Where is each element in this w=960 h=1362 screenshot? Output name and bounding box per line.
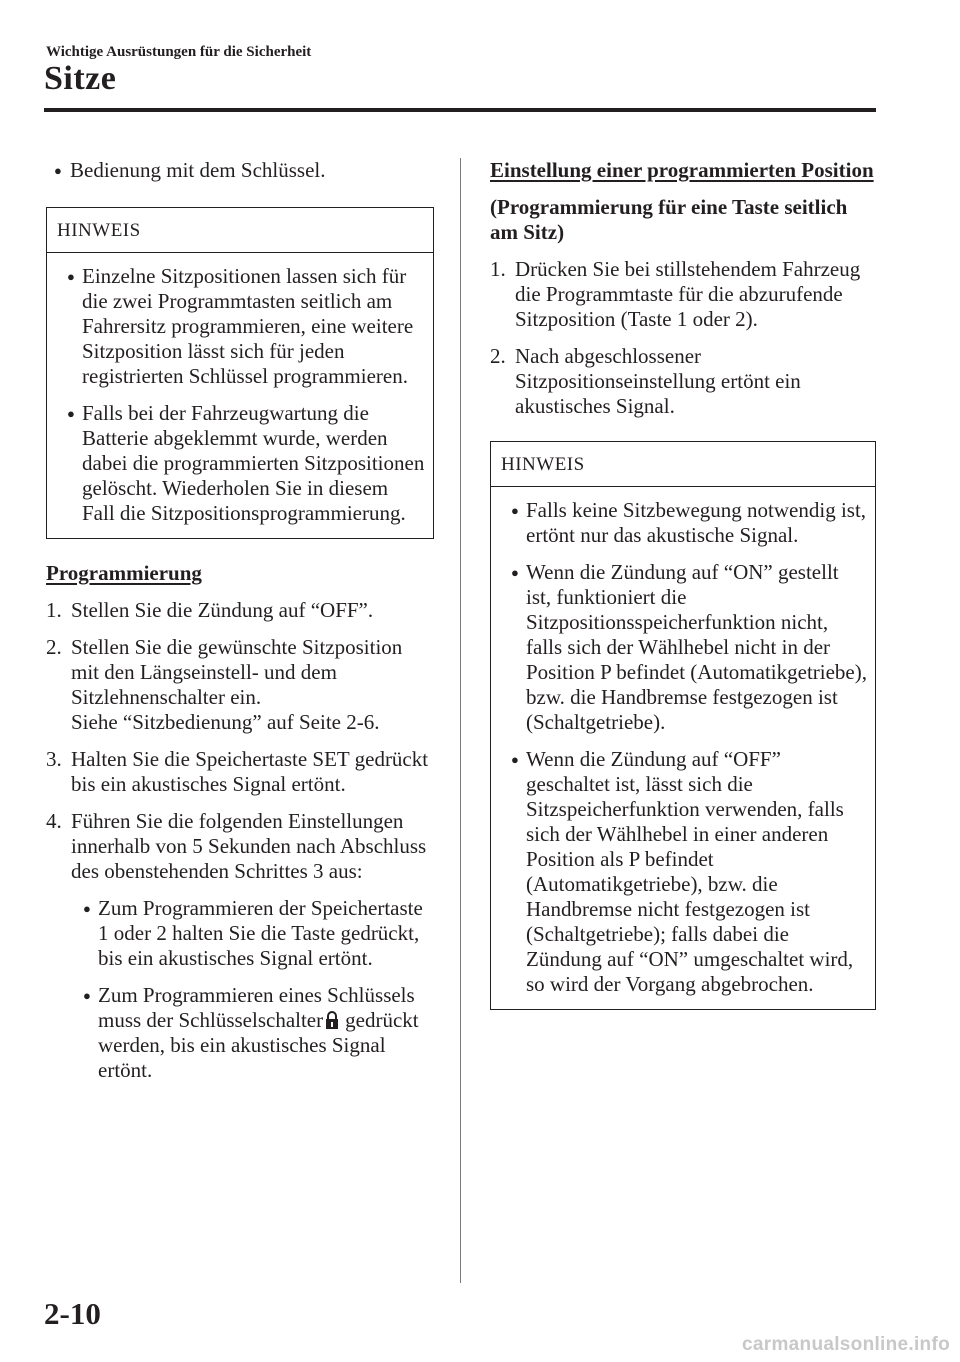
step-item (46, 809, 434, 1083)
list-item (46, 158, 434, 183)
note-item (499, 747, 867, 997)
step-number: 2. (490, 344, 506, 368)
note-item-text: Falls keine Sitzbewegung notwendig ist, ertönt nur das akustische Signal. (526, 498, 867, 547)
note-item (499, 560, 867, 735)
bullet-icon: ● (83, 988, 91, 1003)
substep-item (71, 896, 434, 971)
step-text: Nach abgeschlossener Sitzpositionseinstellung ertönt ein akustisches Signal. (515, 344, 801, 418)
note-label: HINWEIS (47, 208, 433, 253)
substep-text: Zum Programmieren der Speichertaste 1 oder 2 halten Sie die Taste gedrückt, bis ein akustisches Signal ertönt. (98, 896, 423, 970)
substep-item (71, 983, 434, 1083)
step-text: Führen Sie die folgenden Einstellungen innerhalb von 5 Sekunden nach Abschluss des obenstehenden Schrittes 3 aus: (71, 809, 427, 883)
header-rule (44, 108, 876, 112)
step-number: 1. (490, 257, 506, 281)
note-item-text: Falls bei der Fahrzeugwartung die Batterie abgeklemmt wurde, werden dabei die programmierten Sitzpositionen gelöscht. Wiederholen Sie in diesem Fall die Sitzpositionsprogrammierung. (82, 401, 425, 525)
note-item-text: Wenn die Zündung auf “OFF” geschaltet ist, lässt sich die Sitzspeicherfunktion verwenden, falls sich der Wählhebel in einer anderen Position als P befindet (Automatikgetriebe), bzw. die Handbremse nicht festgezogen ist (Schaltgetriebe); falls dabei die Zündung auf “ON” umgeschaltet wird, so wird der Vorgang abgebrochen. (526, 747, 854, 996)
step-item (46, 747, 434, 797)
note-item-text: Wenn die Zündung auf “ON” gestellt ist, funktioniert die Sitzpositionsspeicherfunktion nicht, falls sich der Wählhebel nicht in der Position P befindet (Automatikgetriebe), bzw. die Handbremse festgezogen ist (Schaltgetriebe). (526, 560, 867, 734)
step-number: 3. (46, 747, 62, 771)
step-item (46, 598, 434, 623)
note-body (491, 487, 875, 1009)
bullet-icon: ● (67, 269, 75, 284)
key-lock-icon (325, 1011, 339, 1029)
step-number: 1. (46, 598, 62, 622)
note-item (55, 401, 425, 526)
section-subtitle: (Programmierung für eine Taste seitlich am Sitz) (490, 195, 848, 244)
step-number: 4. (46, 809, 62, 833)
note-body (47, 253, 433, 538)
step-text: Stellen Sie die Zündung auf “OFF”. (71, 598, 374, 622)
substep-text-end: gedrückt werden, bis ein akustisches Signal ertönt. (98, 1008, 419, 1082)
page-number: 2-10 (44, 1296, 101, 1331)
note-item (55, 264, 425, 389)
section-title: Einstellung einer programmierten Position (490, 158, 874, 182)
list-item-text: Bedienung mit dem Schlüssel. (70, 158, 326, 182)
page-title: Sitze (44, 60, 117, 97)
note-item-text: Einzelne Sitzpositionen lassen sich für die zwei Programmtasten seitlich am Fahrersitz programmieren, eine weitere Sitzposition lässt sich für jeden registrierten Schlüssel programmieren. (82, 264, 414, 388)
cross-reference: Siehe “Sitzbedienung” auf Seite 2-6. (71, 710, 380, 734)
bullet-icon: ● (511, 752, 519, 767)
bullet-icon: ● (67, 406, 75, 421)
section-title: Programmierung (46, 561, 202, 585)
left-column (46, 158, 434, 1095)
step-item (46, 635, 434, 735)
note-item (499, 498, 867, 548)
bullet-icon: ● (511, 503, 519, 518)
note-box (490, 441, 876, 1010)
chapter-heading: Wichtige Ausrüstungen für die Sicherheit (46, 44, 312, 60)
watermark: carmanualsonline.info (742, 1334, 950, 1355)
note-label: HINWEIS (491, 442, 875, 487)
bullet-icon: ● (511, 565, 519, 580)
step-text: Stellen Sie die gewünschte Sitzposition mit den Längseinstell- und dem Sitzlehnenschalter ein. (71, 635, 403, 709)
substep-text: Zum Programmieren eines Schlüssels muss der Schlüsselschalter (98, 983, 415, 1032)
right-column (490, 158, 880, 1010)
bullet-icon: ● (54, 163, 62, 178)
column-divider (460, 158, 461, 1283)
step-text: Halten Sie die Speichertaste SET gedrückt bis ein akustisches Signal ertönt. (71, 747, 429, 796)
bullet-icon: ● (83, 901, 91, 916)
step-item (490, 344, 880, 419)
step-text: Drücken Sie bei stillstehendem Fahrzeug die Programmtaste für die abzurufende Sitzposition (Taste 1 oder 2). (515, 257, 861, 331)
step-number: 2. (46, 635, 62, 659)
note-box (46, 207, 434, 539)
step-item (490, 257, 880, 332)
